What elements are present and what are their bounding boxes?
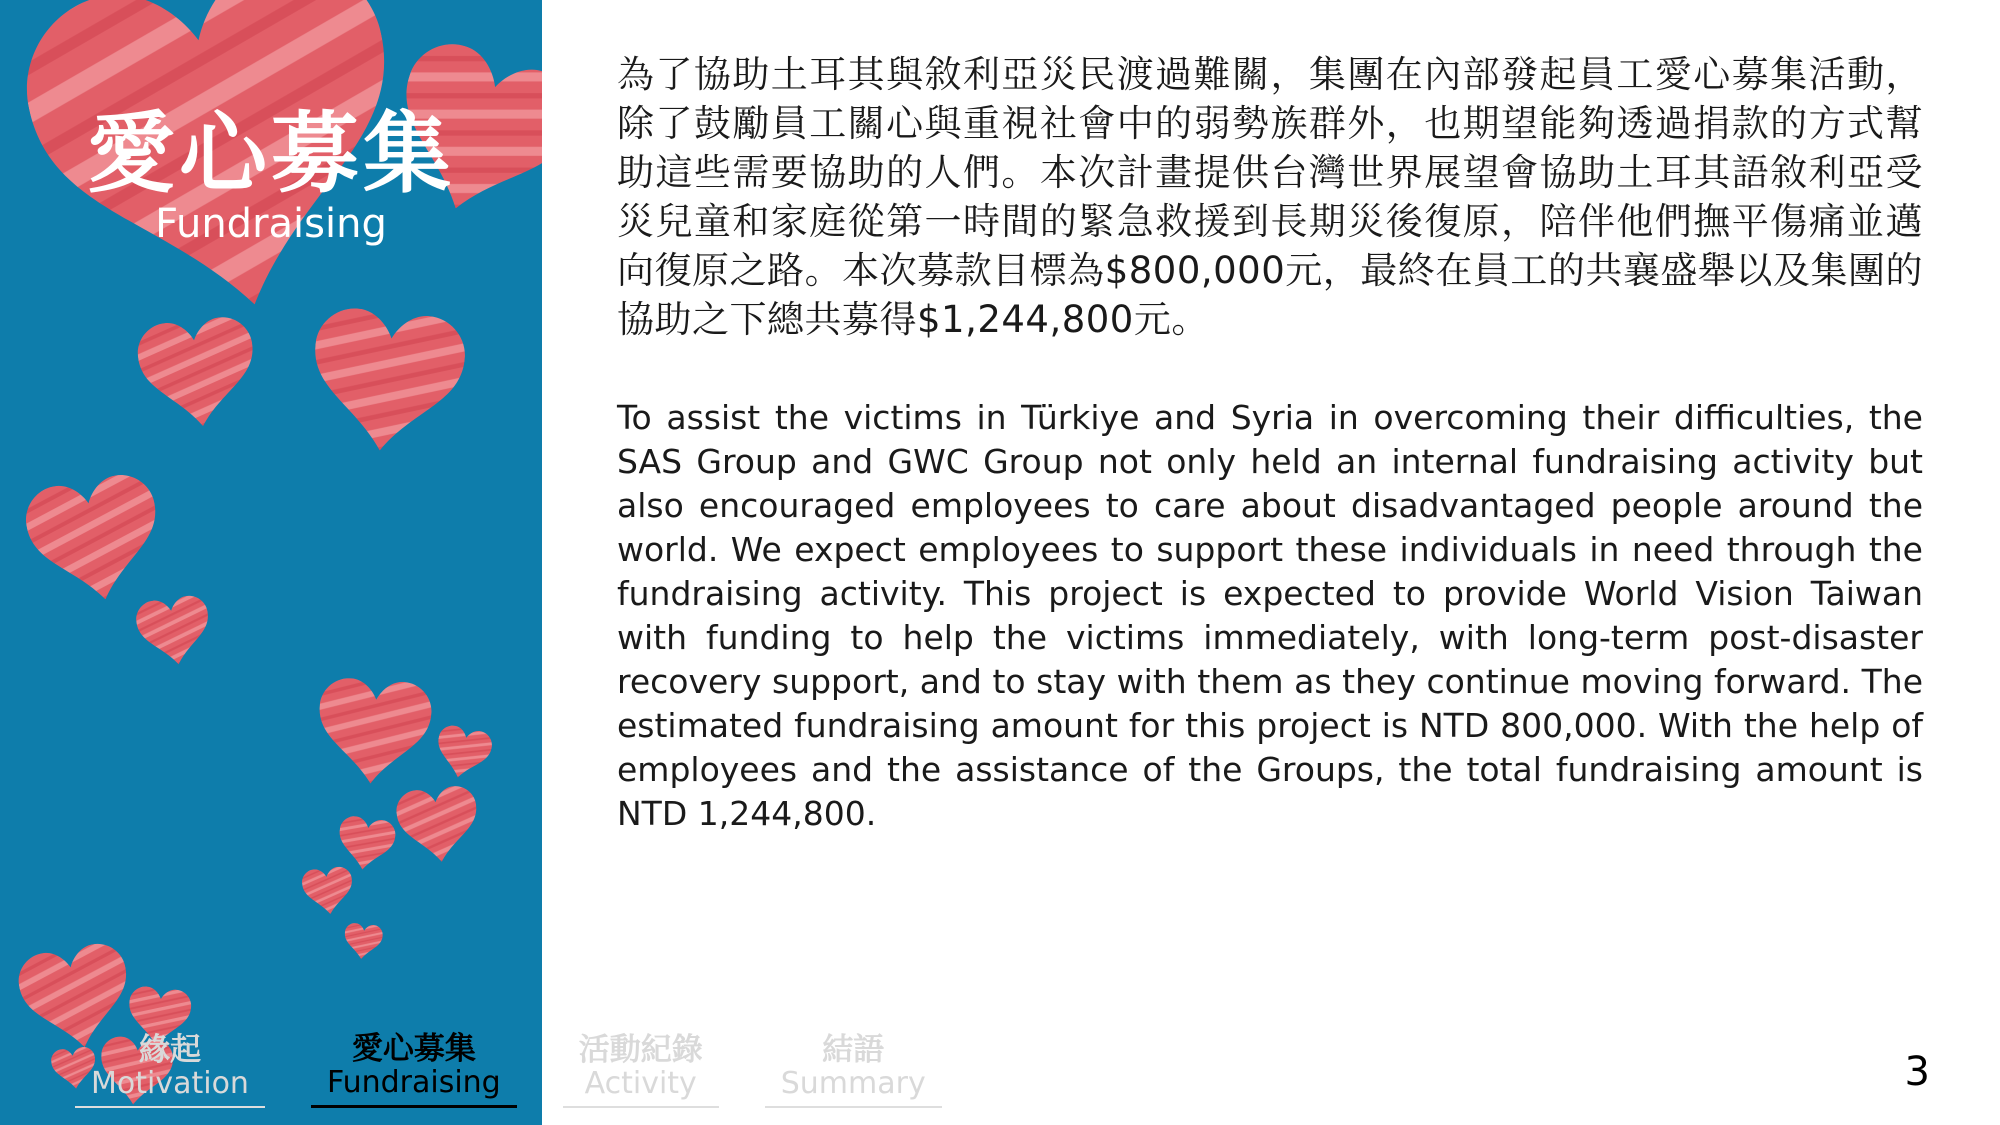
heart-icon (21, 470, 170, 611)
slide-title: 愛心募集 (86, 102, 455, 205)
heart-icon (301, 866, 356, 917)
sidebar-title-block (0, 102, 542, 248)
nav-item-motivation[interactable] (75, 1033, 265, 1108)
nav-label-en: Fundraising (326, 1065, 501, 1100)
nav-label-en: Activity (584, 1066, 697, 1101)
heart-icon (431, 723, 494, 783)
paragraph-chinese: 為了協助土耳其與敘利亞災民渡過難關，集團在內部發起員工愛心募集活動，除了鼓勵員工關心與重視社會中的弱勢族群外，也期望能夠透過捐款的方式幫助這些需要協助的人們。本次計畫提供台灣世界展望會協助土耳其語敘利亞受災兒童和家庭從第一時間的緊急救援到長期災後復原，陪伴他們撫平傷痛並邁向復原之路。本次募款目標為$800,000元，最終在員工的共襄盛舉以及集團的協助之下總共募得$1,244,800元。 (617, 53, 1923, 341)
heart-icon (335, 814, 398, 873)
page-number: 3 (1904, 1049, 1930, 1095)
nav-item-activity[interactable] (563, 1033, 719, 1108)
bottom-nav (75, 1032, 942, 1108)
heart-icon (305, 305, 469, 459)
nav-label-zh: 愛心募集 (351, 1031, 476, 1067)
nav-item-fundraising[interactable] (311, 1032, 517, 1108)
main-content (542, 0, 2000, 1125)
nav-label-zh: 活動紀錄 (578, 1032, 703, 1068)
nav-item-summary[interactable] (765, 1033, 942, 1108)
sidebar (0, 0, 542, 1125)
nav-label-zh: 緣起 (138, 1032, 201, 1068)
heart-icon (315, 676, 434, 787)
nav-label-en: Motivation (91, 1066, 249, 1101)
nav-label-en: Summary (780, 1066, 926, 1101)
nav-label-zh: 結語 (822, 1032, 885, 1068)
heart-icon (394, 784, 481, 866)
heart-icon (134, 593, 215, 669)
heart-icon (135, 314, 260, 432)
slide-subtitle: Fundraising (155, 201, 387, 248)
heart-icon (342, 922, 383, 961)
paragraph-english: To assist the victims in Türkiye and Syria in overcoming their difficulties, the SAS Group and GWC Group not only held an internal fundraising activity but also encouraged employees to care about disadvantaged people around the world. We expect employees to support these individuals in need through the fundraising activity. This project is expected to provide World Vision Taiwan with funding to help the victims immediately, with long-term post-disaster recovery support, and to stay with them as they continue moving forward. The estimated fundraising amount for this project is NTD 800,000. With the help of employees and the assistance of the Groups, the total fundraising amount is NTD 1,244,800. (617, 398, 1923, 833)
